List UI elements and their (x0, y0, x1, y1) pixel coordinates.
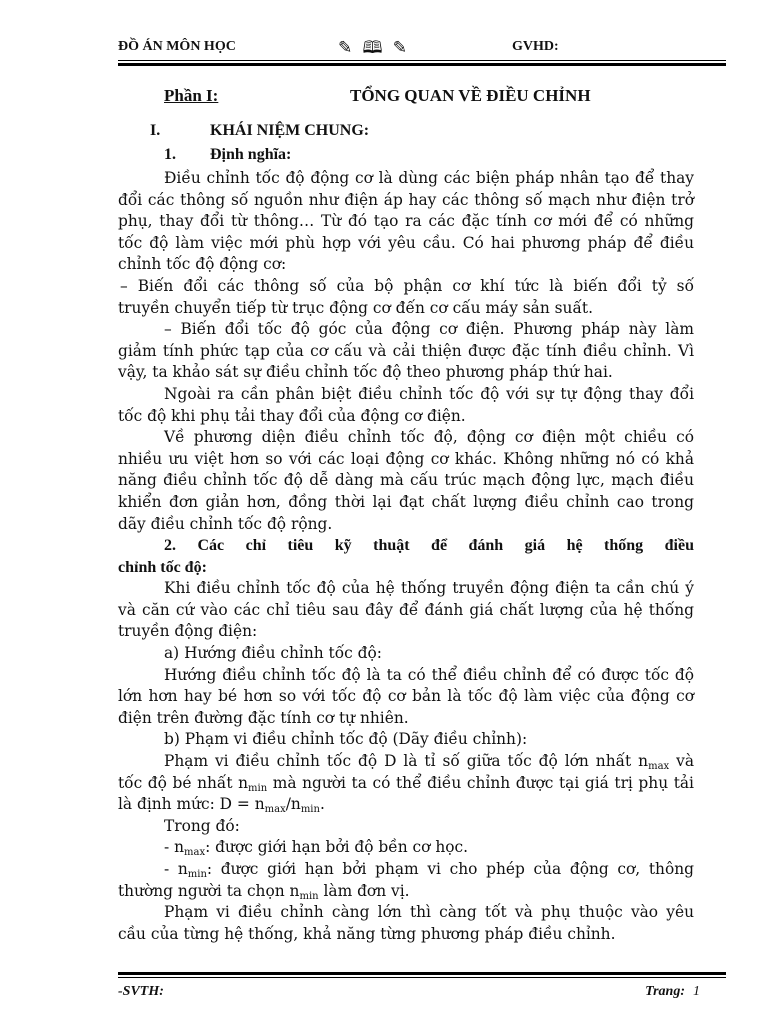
header-double-rule (118, 60, 726, 66)
text-line: điện trên đường đặc tính cơ tự nhiên. (118, 708, 409, 727)
text-line: chỉnh tốc độ động cơ: (118, 255, 287, 274)
paragraph-distinction (118, 384, 694, 427)
text-line: dãy điều chỉnh tốc độ rộng. (118, 514, 333, 533)
text-line: truyền động điện: (118, 622, 258, 641)
subscript: min (248, 782, 268, 794)
subscript: min (299, 890, 319, 902)
text-line: đổi các thông số nguồn như điện áp hay các thông số mạch như điện trở (118, 190, 694, 209)
nmin-definition (118, 859, 694, 902)
paragraph-dc-motor (118, 427, 694, 535)
part-heading: TỔNG QUAN VỀ ĐIỀU CHỈNH (350, 86, 591, 105)
where-label: Trong đó: (164, 816, 240, 835)
text-line: truyền chuyển tiếp từ trục động cơ đến cơ cấu máy sản suất. (118, 298, 593, 317)
subsection-heading-2 (118, 535, 694, 578)
subscript: min (187, 869, 207, 880)
footer-double-rule (118, 972, 726, 978)
text-run: . (319, 795, 325, 814)
paragraph-method-1 (118, 276, 694, 319)
header-supervisor-label: GVHD: (512, 39, 559, 54)
footer-student-label: -SVTH: (118, 984, 164, 999)
text-run: : được giới hạn bởi độ bền cơ học. (205, 838, 469, 857)
text-line: Điều chỉnh tốc độ động cơ là dùng các biện pháp nhân tạo để thay (164, 169, 694, 187)
text-run: - n (164, 860, 188, 878)
text-line: khiển đơn giản hơn, đồng thời lại đạt chất lượng điều chỉnh cao trong (118, 492, 694, 511)
text-line: lớn hơn hay bé hơn so với tốc độ cơ bản là tốc độ làm việc của động cơ (118, 687, 694, 706)
text-line: Ngoài ra cần phân biệt điều chỉnh tốc độ với sự tự động thay đổi (164, 384, 694, 403)
text-line: vậy, ta khảo sát sự điều chỉnh tốc độ theo phương pháp thứ hai. (118, 363, 613, 382)
text-line: và căn cứ vào các chỉ tiêu sau đây để đánh giá chất lượng của hệ thống (118, 600, 694, 619)
page-body (118, 80, 694, 945)
subscript: max (648, 761, 670, 773)
page-header (118, 36, 726, 60)
text-line: Về phương diện điều chỉnh tốc độ, động cơ điện một chiều có (164, 428, 694, 447)
text-run: Phạm vi điều chỉnh tốc độ D là tỉ số giữa tốc độ lớn nhất n (164, 752, 649, 771)
text-line (118, 859, 694, 881)
paragraph-method-2 (118, 319, 694, 384)
subsection-number: 1. (164, 146, 176, 163)
subsection-title: 2. Các chỉ tiêu kỹ thuật để đánh giá hệ thống điều (164, 537, 694, 555)
text-run: thường người ta chọn n (118, 881, 300, 900)
section-number: I. (150, 122, 161, 139)
text-line (118, 751, 694, 773)
section-title: KHÁI NIỆM CHUNG: (210, 122, 370, 139)
text-line: tốc độ làm việc mới phù hợp với yêu cầu. Có hai phương pháp để điều (118, 233, 694, 252)
text-run: mà người ta có thể điều chỉnh được tại giá trị phụ tải (267, 773, 694, 792)
text-run: tốc độ bé nhất n (118, 773, 249, 792)
subsection-title: Định nghĩa: (210, 146, 292, 163)
text-run: và (669, 752, 695, 771)
text-line: tốc độ khi phụ tải thay đổi của động cơ điện. (118, 406, 466, 425)
text-line: năng điều chỉnh tốc độ dễ dàng mà cấu trúc mạch động lực, mạch điều (118, 471, 694, 490)
text-line: phụ, thay đổi từ thông… Từ đó tạo ra các đặc tính cơ mới để có những (118, 212, 694, 231)
part-label: Phần I: (164, 86, 219, 105)
text-line: Khi điều chỉnh tốc độ của hệ thống truyền động điện ta cần chú ý (164, 579, 694, 598)
text-line: – Biến đổi các thông số của bộ phận cơ khí tức là biến đổi tỷ số (120, 276, 694, 295)
text-line: nhiều ưu việt hơn so với các loại động cơ khác. Không những nó có khả (118, 449, 694, 468)
part-title (118, 80, 694, 112)
paragraph-criteria-intro (118, 578, 694, 643)
text-line (118, 773, 694, 795)
text-line: giảm tính phức tạp của cơ cấu và cải thiện được đặc tính điều chỉnh. Vì (118, 341, 694, 360)
text-run: : được giới hạn bởi phạm vi cho phép của động cơ, thông (206, 860, 694, 878)
text-run: /n (285, 795, 301, 814)
subsection-title-cont: chỉnh tốc độ: (118, 558, 207, 576)
text-line: Hướng điều chỉnh tốc độ là ta có thể điều chỉnh để có được tốc độ (164, 665, 694, 684)
subscript: min (300, 804, 320, 816)
footer-page-info (645, 984, 700, 1000)
text-line (118, 794, 694, 816)
section-heading (118, 122, 694, 146)
text-run: làm đơn vị. (318, 881, 410, 900)
text-run: là định mức: D = n (118, 795, 265, 814)
paragraph-range (118, 751, 694, 816)
paragraph-definition (118, 168, 694, 276)
text-run: - n (164, 838, 185, 857)
text-line: cầu của từng hệ thống, khả năng từng phương pháp điều chỉnh. (118, 924, 616, 943)
item-a-heading: a) Hướng điều chỉnh tốc độ: (164, 644, 382, 663)
subscript: max (184, 847, 206, 859)
text-line: – Biến đổi tốc độ góc của động cơ điện. Phương pháp này làm (164, 320, 694, 339)
subsection-heading-1 (118, 146, 694, 168)
paragraph-direction (118, 665, 694, 730)
text-line: Phạm vi điều chỉnh càng lớn thì càng tốt và phụ thuộc vào yêu (164, 903, 694, 922)
subscript: max (264, 804, 286, 816)
header-book-icon: ✎ 🕮 ✎ (338, 38, 411, 57)
paragraph-range-conclusion (118, 902, 694, 945)
page-footer (118, 984, 726, 1000)
text-line (118, 881, 694, 903)
header-course-label: ĐỒ ÁN MÔN HỌC (118, 39, 236, 54)
footer-page-label: Trang: (645, 984, 685, 999)
page-number: 1 (693, 984, 700, 999)
nmax-definition (118, 837, 694, 859)
item-b-heading: b) Phạm vi điều chỉnh tốc độ (Dãy điều chỉnh): (164, 730, 528, 749)
